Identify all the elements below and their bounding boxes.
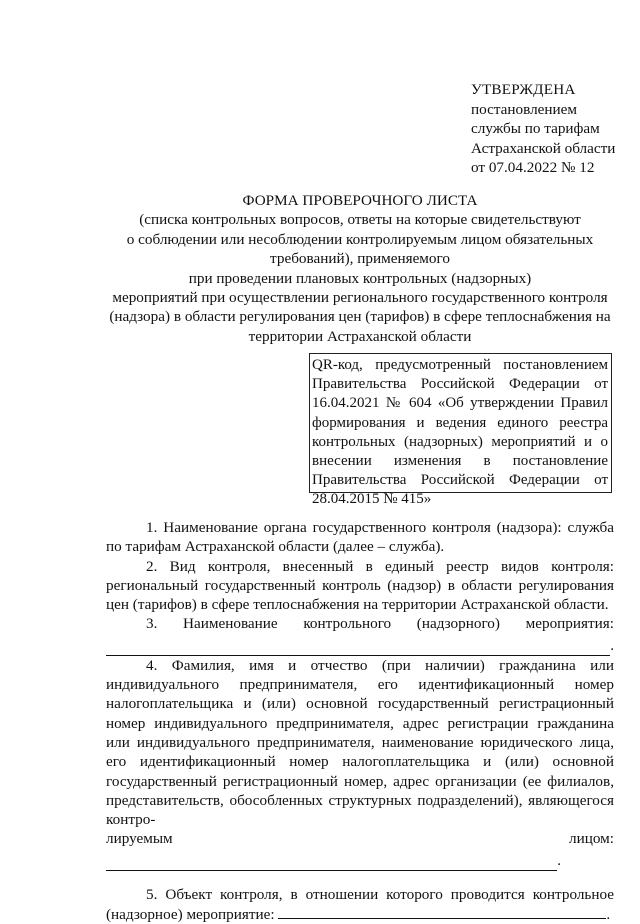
- item-4: 4. Фамилия, имя и отчество (при наличии) гражданина или индивидуального предпринимателя, его идентификационный номер налогоплательщика и (или) основной государственный регистрационный номер индивидуального предпринимателя, адрес регистрации гражданина или индивидуального предпринимателя, наименование юридического лица, его идентификационный номер налогоплательщика и (или) основной государственный регистрационный номер, адрес организации (ее филиалов, представительств, обособленных структурных подразделений), являющегося контро-: [106, 656, 614, 829]
- document-heading: [100, 191, 620, 346]
- approval-line: от 07.04.2022 № 12: [471, 159, 595, 176]
- item-5-text: 5. Объект контроля, в отношении которого проводится контрольное (надзорное) мероприятие:: [106, 885, 614, 924]
- approval-line: постановлением: [471, 100, 578, 118]
- item-3: [106, 614, 614, 633]
- approval-line: службы по тарифам: [471, 120, 600, 137]
- item-2: 2. Вид контроля, внесенный в единый реестр видов контроля: региональный государственный контроль (надзор) в области регулирования цен (тарифов) в сфере теплоснабжения на территории Астраханской области.: [106, 557, 614, 614]
- qr-code-box: QR-код, предусмотренный постановлением Правительства Российской Федерации от 16.04.2021 № 604 «Об утверждении Правил формирования и ведения единого реестра контрольных (надзорных) мероприятий и о внесении изменения в постановление Правительства Российской Федерации от 28.04.2015 № 415»: [309, 353, 612, 493]
- heading-line: требований), применяемого: [270, 250, 450, 268]
- heading-line: территории Астраханской области: [248, 327, 472, 345]
- item-3-word: контрольного: [303, 615, 392, 633]
- item-3-number: 3.: [146, 615, 158, 633]
- item-3-word: Наименование: [183, 615, 278, 633]
- heading-line: о соблюдении или несоблюдении контролируемым лицом обязательных: [126, 230, 594, 248]
- item-4-end-right: лицом:: [569, 830, 614, 848]
- heading-line: при проведении плановых контрольных (надзорных): [188, 269, 532, 287]
- document-title: ФОРМА ПРОВЕРОЧНОГО ЛИСТА: [242, 192, 478, 209]
- item-5: 5. Объект контроля, в отношении которого проводится контрольное (надзорное) мероприятие: .: [106, 885, 614, 924]
- item-5-fill-line[interactable]: [278, 904, 606, 919]
- heading-line: мероприятий при осуществлении регионального государственного контроля: [112, 289, 608, 307]
- approval-title: УТВЕРЖДЕНА: [471, 81, 576, 98]
- item-4-fill-line[interactable]: .: [106, 849, 561, 871]
- form-body: [106, 518, 614, 924]
- item-3-fill-line[interactable]: .: [106, 634, 614, 656]
- approval-line: Астраханской области: [471, 139, 616, 157]
- heading-line: (списка контрольных вопросов, ответы на которые свидетельствуют: [139, 211, 581, 229]
- approval-stamp: [471, 80, 631, 178]
- item-4-end: [106, 829, 614, 848]
- item-4-end-left: лируемым: [106, 830, 173, 848]
- item-3-word: (надзорного): [416, 615, 500, 633]
- heading-line: (надзора) в области регулирования цен (тарифов) в сфере теплоснабжения на: [109, 308, 611, 326]
- item-3-word: мероприятия:: [525, 615, 614, 633]
- item-1: 1. Наименование органа государственного контроля (надзора): служба по тарифам Астраханской области (далее – служба).: [106, 519, 614, 556]
